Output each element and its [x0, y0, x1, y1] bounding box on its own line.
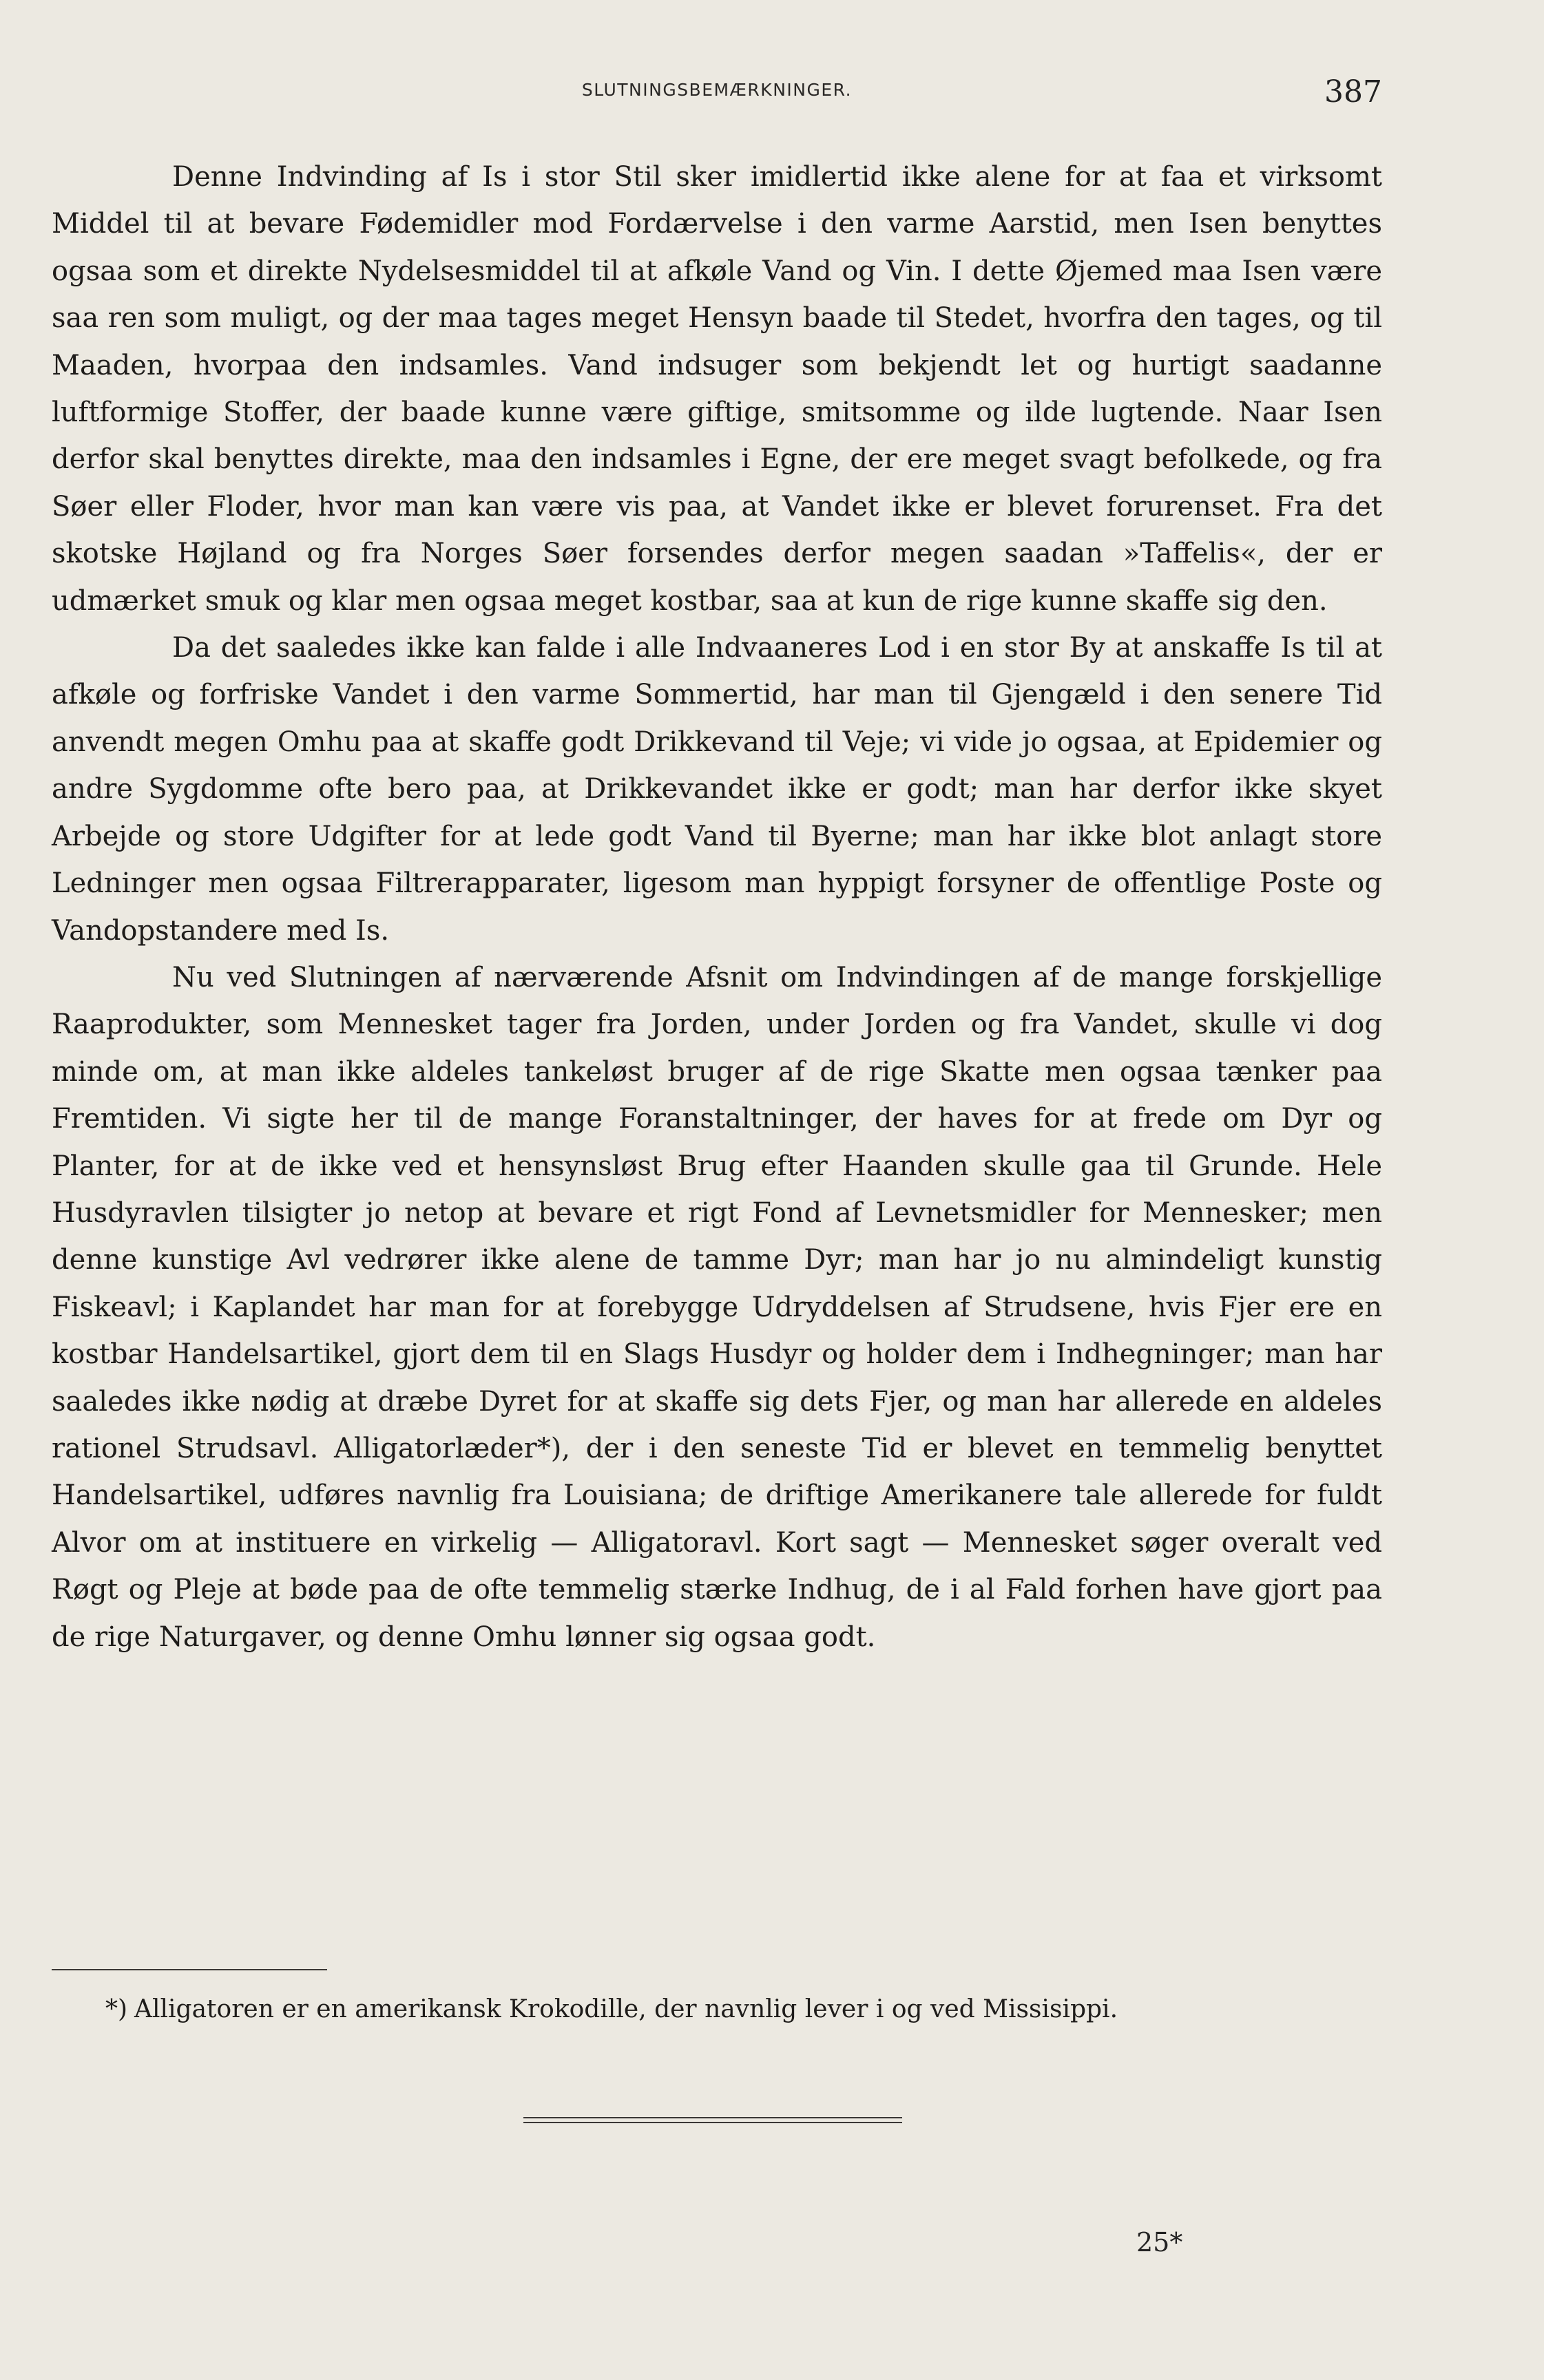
signature-mark: 25* — [1136, 2227, 1183, 2257]
section-end-rule-top — [523, 2117, 902, 2118]
paragraph-3: Nu ved Slutningen af nærværende Afsnit om Indvindingen af de mange forskjellige Raaprodukter, som Mennesket tager fra Jorden, under Jorden og fra Vandet, skulle vi dog minde om, at man ikke aldeles tankeløst bruger af de rige Skatte men ogsaa tænker paa Fremtiden. Vi sigte her til de mange Foranstaltninger, der haves for at frede om Dyr og Planter, for at de ikke ved et hensynsløst Brug efter Haanden skulle gaa til Grunde. Hele Husdyravlen tilsigter jo netop at bevare et rigt Fond af Levnetsmidler for Mennesker; men denne kunstige Avl vedrører ikke alene de tamme Dyr; man har jo nu almindeligt kunstig Fiskeavl; i Kaplandet har man for at forebygge Udryddelsen af Strudsene, hvis Fjer ere en kostbar Handelsartikel, gjort dem til en Slags Husdyr og holder dem i Indhegninger; man har saaledes ikke nødig at dræbe Dyret for at skaffe sig dets Fjer, og man har allerede en aldeles rationel Strudsavl. Alligatorlæder*), der i den seneste Tid er blevet en temmelig benyttet Handelsartikel, udføres navnlig fra Louisiana; de driftige Amerikanere tale allerede for fuldt Alvor om at instituere en virkelig — Alligatoravl. Kort sagt — Mennesket søger overalt ved Røgt og Pleje at bøde paa de ofte temmelig stærke Indhug, de i al Fald forhen have gjort paa de rige Naturgaver, og denne Omhu lønner sig ogsaa godt. — [52, 961, 1382, 1653]
section-end-rule-bottom — [523, 2122, 902, 2123]
footnote-marker: *) — [105, 1995, 127, 2023]
footnote — [52, 1992, 1382, 2028]
page-header — [52, 74, 1382, 116]
footnote-text: Alligatoren er en amerikansk Krokodille, der navnlig lever i og ved Missisippi. — [134, 1995, 1118, 2023]
body-text — [52, 154, 1382, 1661]
paragraph-1: Denne Indvinding af Is i stor Stil sker imidlertid ikke alene for at faa et virksomt Middel til at bevare Fødemidler mod Fordærvelse i den varme Aarstid, men Isen benyttes ogsaa som et direkte Nydelsesmiddel til at afkøle Vand og Vin. I dette Øjemed maa Isen være saa ren som muligt, og der maa tages meget Hensyn baade til Stedet, hvorfra den tages, og til Maaden, hvorpaa den indsamles. Vand indsuger som bekjendt let og hurtigt saadanne luftformige Stoffer, der baade kunne være giftige, smitsomme og ilde lugtende. Naar Isen derfor skal benyttes direkte, maa den indsamles i Egne, der ere meget svagt befolkede, og fra Søer eller Floder, hvor man kan være vis paa, at Vandet ikke er blevet forurenset. Fra det skotske Højland og fra Norges Søer forsendes derfor megen saadan »Taffelis«, der er udmærket smuk og klar men ogsaa meget kostbar, saa at kun de rige kunne skaffe sig den. — [52, 161, 1382, 617]
footnote-separator — [52, 1969, 327, 1970]
paragraph-2: Da det saaledes ikke kan falde i alle Indvaaneres Lod i en stor By at anskaffe Is til at afkøle og forfriske Vandet i den varme Sommertid, har man til Gjengæld i den senere Tid anvendt megen Omhu paa at skaffe godt Drikkevand til Veje; vi vide jo ogsaa, at Epidemier og andre Sygdomme ofte bero paa, at Drikkevandet ikke er godt; man har derfor ikke skyet Arbejde og store Udgifter for at lede godt Vand til Byerne; man har ikke blot anlagt store Ledninger men ogsaa Filtrerapparater, ligesom man hyppigt forsyner de offentlige Poste og Vandopstandere med Is. — [52, 632, 1382, 947]
running-head: SLUTNINGSBEMÆRKNINGER. — [581, 80, 853, 100]
page-number: 387 — [1324, 74, 1382, 109]
